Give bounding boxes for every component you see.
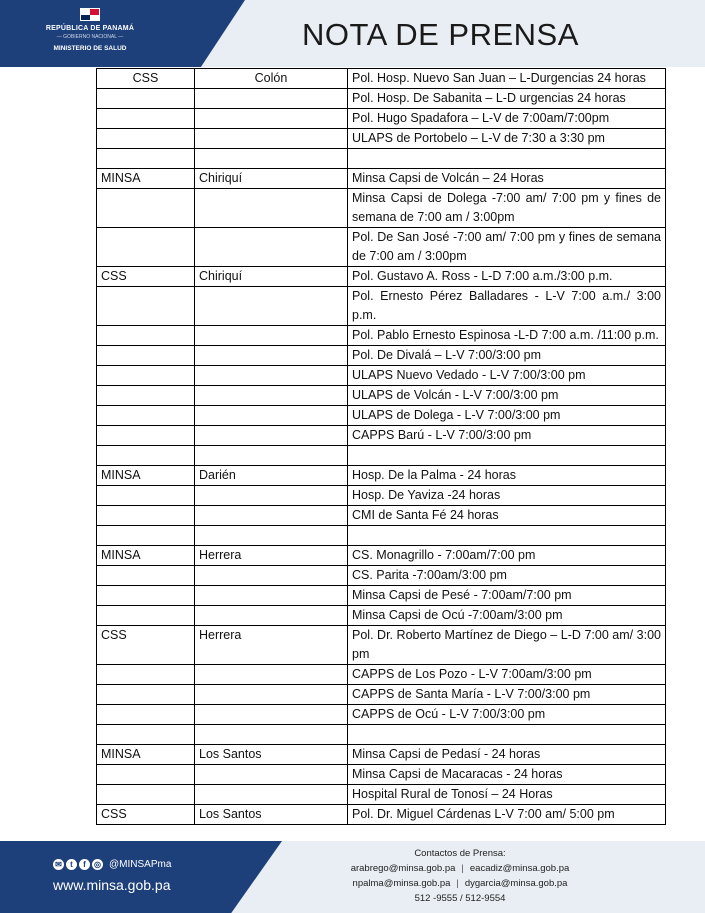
contacts-title: Contactos de Prensa: (414, 848, 506, 859)
table-row (97, 665, 666, 685)
province-cell: Los Santos (195, 745, 348, 765)
facility-cell: CMI de Santa Fé 24 horas (348, 506, 666, 526)
table-row (97, 267, 666, 287)
contact-email[interactable]: eacadiz@minsa.gob.pa (469, 863, 570, 874)
province-cell (195, 665, 348, 685)
table-row (97, 685, 666, 705)
press-contacts (320, 846, 600, 906)
province-cell: Colón (195, 69, 348, 89)
table-row (97, 626, 666, 665)
province-cell (195, 725, 348, 745)
facility-cell (348, 149, 666, 169)
table-row (97, 228, 666, 267)
province-cell (195, 506, 348, 526)
facility-cell: ULAPS de Dolega - L-V 7:00/3:00 pm (348, 406, 666, 426)
messenger-icon[interactable]: ✉ (53, 859, 64, 870)
logo-line-government: — GOBIERNO NACIONAL — (56, 34, 124, 40)
facility-cell: Hosp. De Yaviza -24 horas (348, 486, 666, 506)
institution-cell: CSS (97, 805, 195, 825)
province-cell: Herrera (195, 626, 348, 665)
facility-cell: Pol. De San José -7:00 am/ 7:00 pm y fines de semana de 7:00 am / 3:00pm (348, 228, 666, 267)
institution-cell (97, 326, 195, 346)
facility-cell: Minsa Capsi de Pesé - 7:00am/7:00 pm (348, 586, 666, 606)
province-cell (195, 346, 348, 366)
table-row (97, 546, 666, 566)
province-cell (195, 149, 348, 169)
institution-cell (97, 426, 195, 446)
facility-cell: Pol. Dr. Miguel Cárdenas L-V 7:00 am/ 5:00 pm (348, 805, 666, 825)
institution-cell: CSS (97, 69, 195, 89)
table-row (97, 805, 666, 825)
contacts-line-1 (320, 861, 600, 876)
facility-cell: CAPPS de Santa María - L-V 7:00/3:00 pm (348, 685, 666, 705)
province-cell (195, 446, 348, 466)
facility-cell: Pol. Pablo Ernesto Espinosa -L-D 7:00 a.m. /11:00 p.m. (348, 326, 666, 346)
institution-cell (97, 725, 195, 745)
facility-cell: Minsa Capsi de Dolega -7:00 am/ 7:00 pm y fines de semana de 7:00 am / 3:00pm (348, 189, 666, 228)
separator: | (456, 878, 459, 889)
institution-cell: MINSA (97, 169, 195, 189)
table-row (97, 566, 666, 586)
ministry-logo (10, 8, 170, 52)
province-cell (195, 109, 348, 129)
institution-cell (97, 566, 195, 586)
facility-cell: CAPPS de Los Pozo - L-V 7:00am/3:00 pm (348, 665, 666, 685)
institution-cell (97, 765, 195, 785)
facility-cell: Pol. Hugo Spadafora – L-V de 7:00am/7:00pm (348, 109, 666, 129)
table-row (97, 386, 666, 406)
logo-line-republic: REPÚBLICA DE PANAMÁ (45, 25, 135, 32)
table-row (97, 466, 666, 486)
institution-cell (97, 586, 195, 606)
institution-cell: MINSA (97, 745, 195, 765)
separator: | (461, 863, 464, 874)
facility-cell: Pol. Gustavo A. Ross - L-D 7:00 a.m./3:00 p.m. (348, 267, 666, 287)
table-row (97, 326, 666, 346)
institution-cell (97, 189, 195, 228)
institution-cell (97, 705, 195, 725)
province-cell (195, 765, 348, 785)
logo-line-ministry: MINISTERIO DE SALUD (53, 45, 127, 52)
institution-cell (97, 526, 195, 546)
contact-email[interactable]: arabrego@minsa.gob.pa (350, 863, 456, 874)
contact-email[interactable]: npalma@minsa.gob.pa (352, 878, 451, 889)
twitter-icon[interactable]: t (66, 859, 77, 870)
table-row (97, 586, 666, 606)
institution-cell (97, 665, 195, 685)
contact-email[interactable]: dygarcia@minsa.gob.pa (464, 878, 568, 889)
facility-cell: Pol. Ernesto Pérez Balladares - L-V 7:00 a.m./ 3:00 p.m. (348, 287, 666, 326)
province-cell (195, 228, 348, 267)
facility-cell (348, 446, 666, 466)
table-row (97, 745, 666, 765)
contact-phones: 512 -9555 / 512-9554 (414, 893, 506, 904)
table-row (97, 287, 666, 326)
institution-cell (97, 386, 195, 406)
province-cell (195, 326, 348, 346)
facility-cell: Minsa Capsi de Ocú -7:00am/3:00 pm (348, 606, 666, 626)
institution-cell (97, 606, 195, 626)
facility-cell: Pol. Hosp. Nuevo San Juan – L-Durgencias 24 horas (348, 69, 666, 89)
table-row (97, 346, 666, 366)
institution-cell (97, 486, 195, 506)
social-handle[interactable]: @MINSAPma (109, 859, 172, 870)
facility-cell: CAPPS de Ocú - L-V 7:00/3:00 pm (348, 705, 666, 725)
facility-cell: CS. Parita -7:00am/3:00 pm (348, 566, 666, 586)
table-row (97, 89, 666, 109)
facility-cell: CS. Monagrillo - 7:00am/7:00 pm (348, 546, 666, 566)
province-cell (195, 685, 348, 705)
panama-flag-icon (80, 8, 100, 21)
province-cell (195, 189, 348, 228)
institution-cell (97, 406, 195, 426)
institution-cell (97, 446, 195, 466)
province-cell (195, 586, 348, 606)
contacts-line-2 (320, 876, 600, 891)
province-cell (195, 386, 348, 406)
institution-cell (97, 287, 195, 326)
province-cell: Chiriquí (195, 169, 348, 189)
table-row (97, 526, 666, 546)
table-row (97, 366, 666, 386)
facility-cell: ULAPS Nuevo Vedado - L-V 7:00/3:00 pm (348, 366, 666, 386)
facility-cell: Hospital Rural de Tonosí – 24 Horas (348, 785, 666, 805)
table-row (97, 189, 666, 228)
table-row (97, 785, 666, 805)
social-links (53, 859, 171, 870)
table-row (97, 149, 666, 169)
province-cell (195, 129, 348, 149)
institution-cell: MINSA (97, 546, 195, 566)
table-row (97, 69, 666, 89)
table-row (97, 725, 666, 745)
page-footer (0, 841, 705, 913)
facility-cell: Minsa Capsi de Macaracas - 24 horas (348, 765, 666, 785)
province-cell: Los Santos (195, 805, 348, 825)
facilities-table (96, 68, 666, 825)
institution-cell (97, 346, 195, 366)
page-title: NOTA DE PRENSA (302, 17, 579, 52)
facebook-icon[interactable]: f (79, 859, 90, 870)
province-cell (195, 89, 348, 109)
page-header (0, 0, 705, 67)
table-row (97, 705, 666, 725)
province-cell (195, 566, 348, 586)
facility-cell: Minsa Capsi de Volcán – 24 Horas (348, 169, 666, 189)
table-row (97, 446, 666, 466)
institution-cell (97, 506, 195, 526)
table-row (97, 426, 666, 446)
table-row (97, 506, 666, 526)
instagram-icon[interactable]: ◎ (92, 859, 103, 870)
province-cell (195, 406, 348, 426)
facility-cell: Minsa Capsi de Pedasí - 24 horas (348, 745, 666, 765)
institution-cell (97, 228, 195, 267)
facility-cell: Pol. De Divalá – L-V 7:00/3:00 pm (348, 346, 666, 366)
province-cell (195, 606, 348, 626)
institution-cell (97, 366, 195, 386)
table-row (97, 406, 666, 426)
province-cell (195, 486, 348, 506)
province-cell: Herrera (195, 546, 348, 566)
table-row (97, 486, 666, 506)
province-cell (195, 287, 348, 326)
facility-cell (348, 725, 666, 745)
institution-cell (97, 785, 195, 805)
facility-cell: Hosp. De la Palma - 24 horas (348, 466, 666, 486)
table-row (97, 169, 666, 189)
facility-cell: CAPPS Barú - L-V 7:00/3:00 pm (348, 426, 666, 446)
province-cell (195, 366, 348, 386)
province-cell (195, 426, 348, 446)
facilities-table-body (97, 69, 666, 825)
institution-cell (97, 149, 195, 169)
province-cell (195, 785, 348, 805)
institution-cell (97, 129, 195, 149)
institution-cell: CSS (97, 267, 195, 287)
table-row (97, 765, 666, 785)
institution-cell (97, 109, 195, 129)
facility-cell: Pol. Dr. Roberto Martínez de Diego – L-D 7:00 am/ 3:00 pm (348, 626, 666, 665)
website-link[interactable]: www.minsa.gob.pa (53, 877, 171, 893)
facility-cell: ULAPS de Portobelo – L-V de 7:30 a 3:30 pm (348, 129, 666, 149)
province-cell (195, 705, 348, 725)
facility-cell: ULAPS de Volcán - L-V 7:00/3:00 pm (348, 386, 666, 406)
province-cell: Darién (195, 466, 348, 486)
province-cell: Chiriquí (195, 267, 348, 287)
institution-cell: CSS (97, 626, 195, 665)
table-row (97, 606, 666, 626)
facility-cell: Pol. Hosp. De Sabanita – L-D urgencias 24 horas (348, 89, 666, 109)
institution-cell (97, 685, 195, 705)
institution-cell: MINSA (97, 466, 195, 486)
institution-cell (97, 89, 195, 109)
table-row (97, 109, 666, 129)
table-row (97, 129, 666, 149)
province-cell (195, 526, 348, 546)
facility-cell (348, 526, 666, 546)
